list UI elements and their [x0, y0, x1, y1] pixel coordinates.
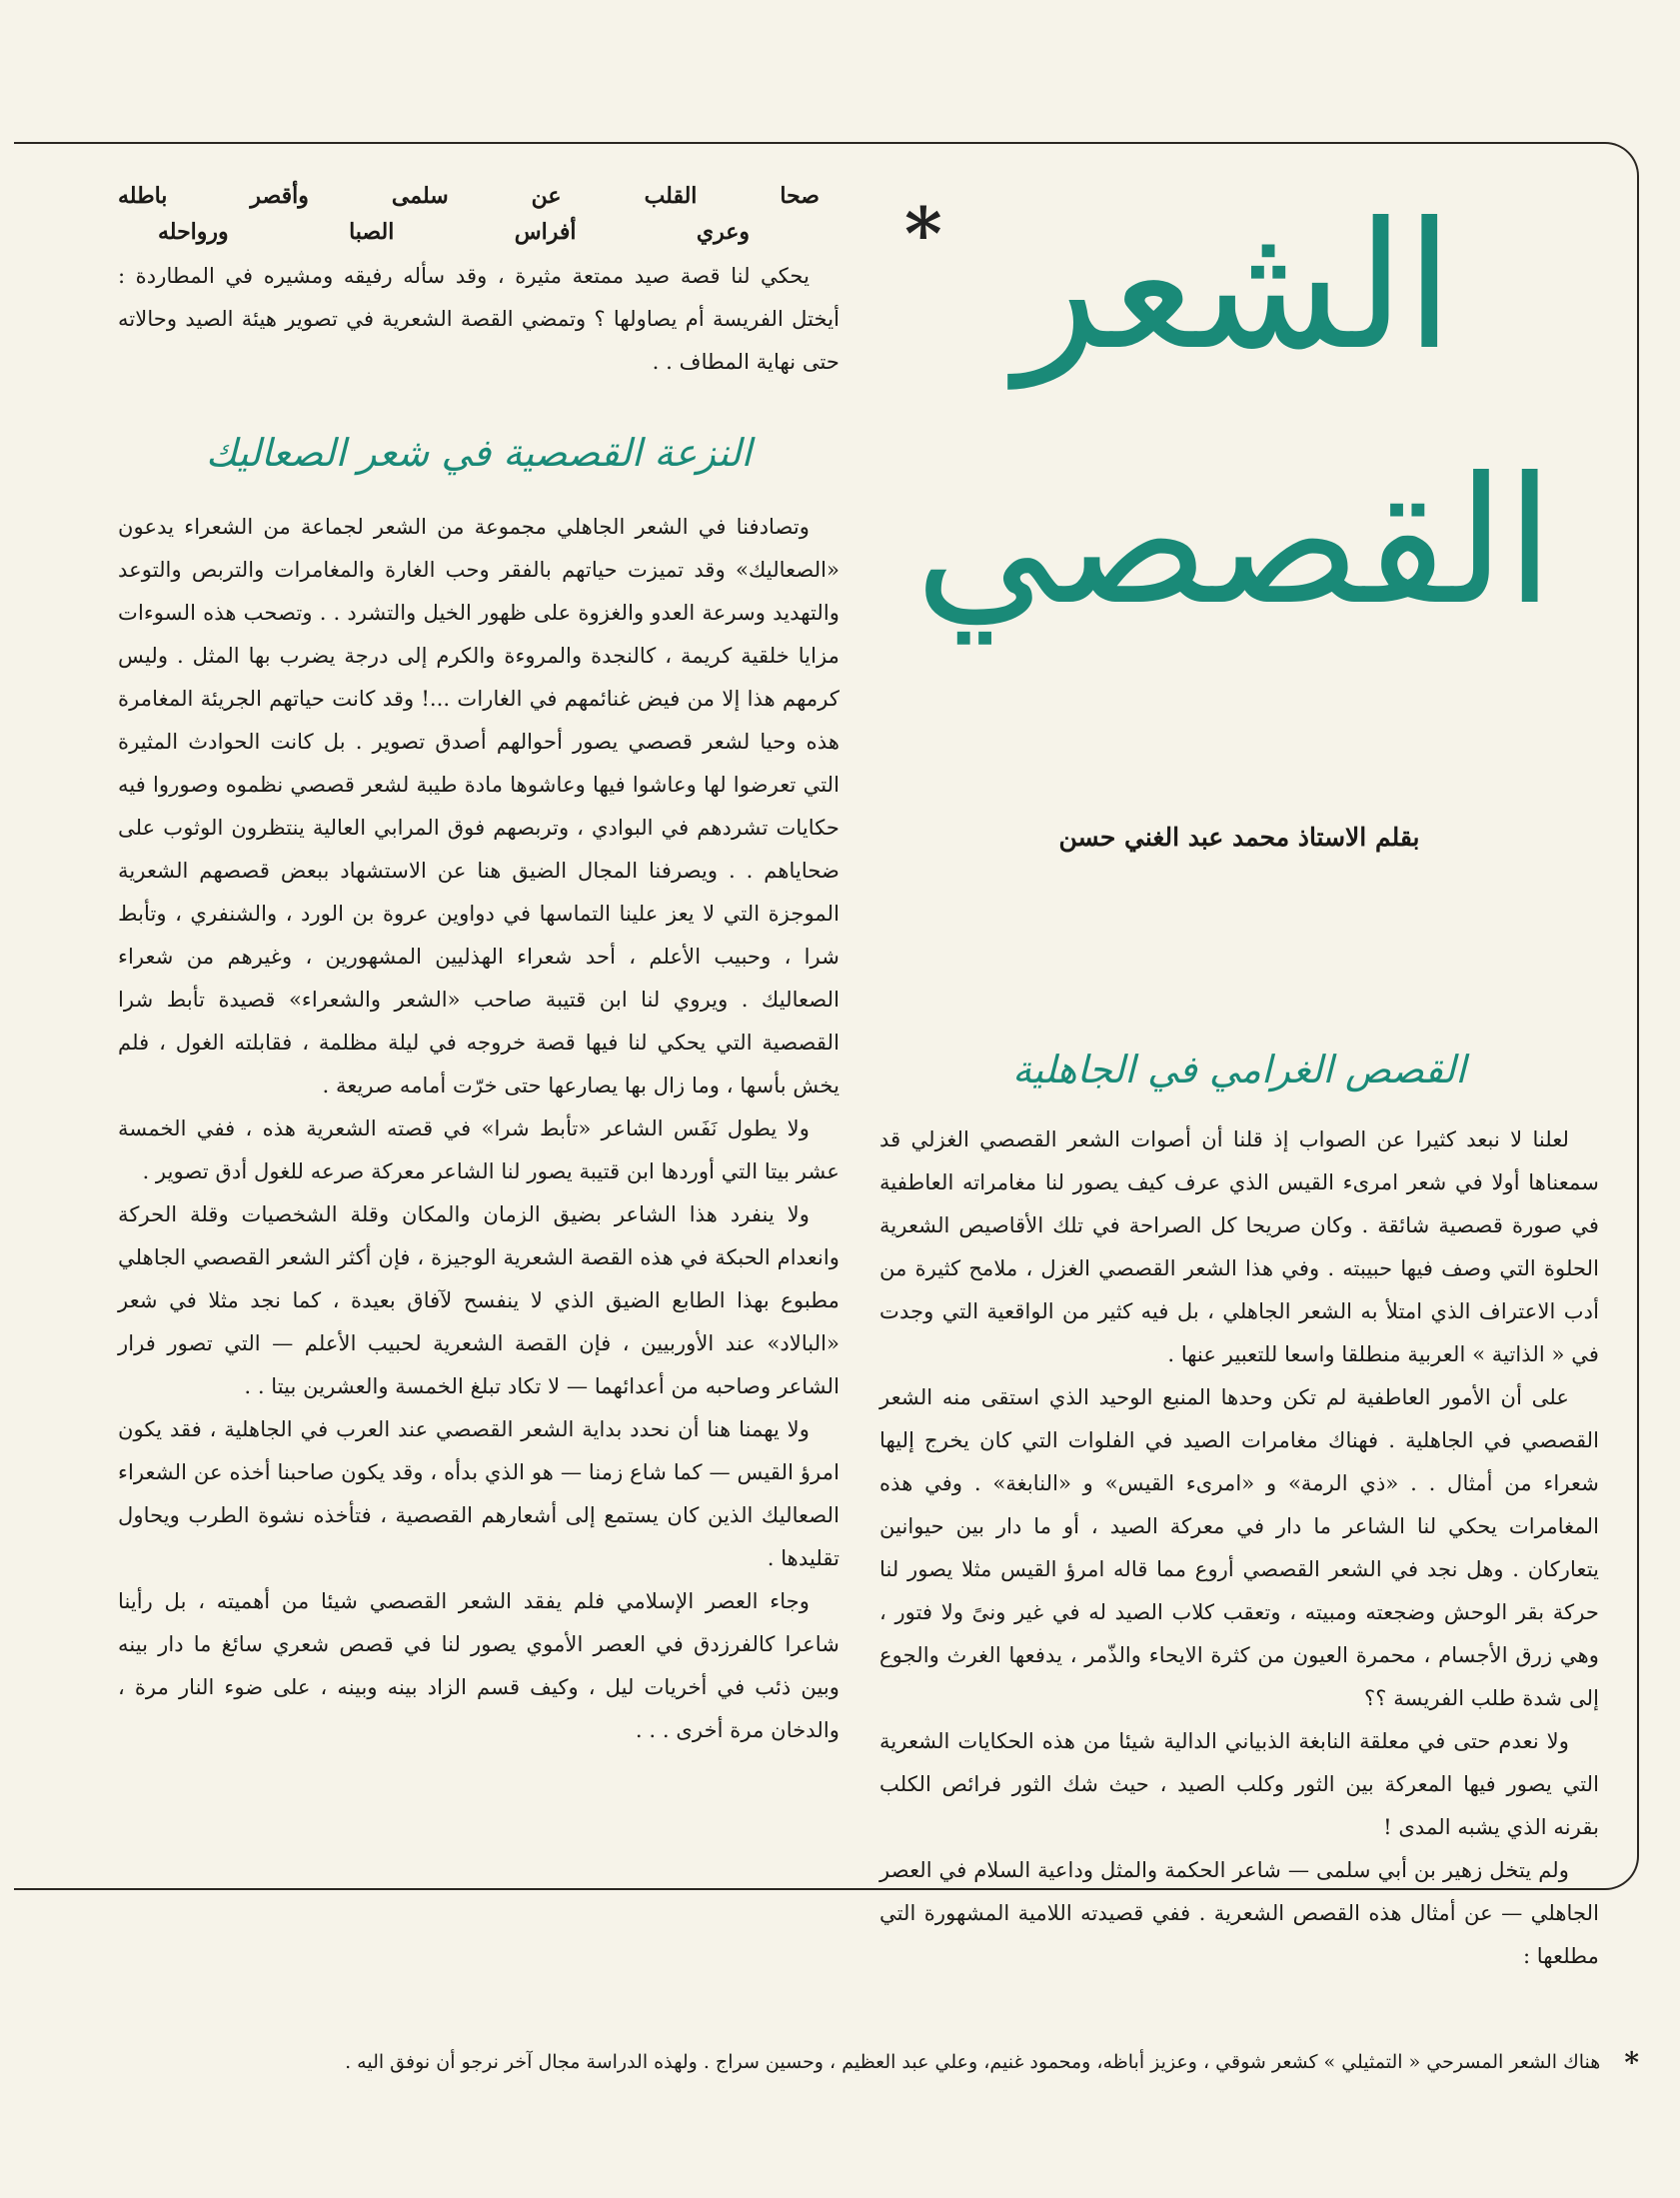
paragraph: ولا ينفرد هذا الشاعر بضيق الزمان والمكان وقلة الشخصيات وقلة الحركة وانعدام الحبكة في هذه القصة الشعرية الوجيزة ، فإن أكثر الشعر القصصي الجاهلي مطبوع بهذا الطابع الضيق الذي لا ينفسح لآفاق بعيدة ، كما نجد مثلا في شعر «البالاد» عند الأوربيين ، فإن القصة الشعرية لحبيب الأعلم — التي تصور فرار الشاعر وصاحبه من أعدائهما — لا تكاد تبلغ الخمسة والعشرين بيتا . . [118, 1201, 840, 1398]
paragraph: ولم يتخل زهير بن أبي سلمى — شاعر الحكمة والمثل وداعية السلام في العصر الجاهلي — عن أمثال هذه القصص الشعرية . ففي قصيدته اللامية المشهورة التي مطلعها : [879, 1857, 1599, 1968]
paragraph: وجاء العصر الإسلامي فلم يفقد الشعر القصصي شيئا من أهميته ، بل رأينا شاعرا كالفرزدق في العصر الأموي يصور لنا في قصص شعري سائغ ما دار بينه وبين ذئب في أخريات ليل ، وكيف قسم الزاد بينه وبينه ، على ضوء النار مرة ، والدخان مرة أخرى . . . [118, 1588, 840, 1742]
paragraph: وتصادفنا في الشعر الجاهلي مجموعة من الشعر لجماعة من الشعراء يدعون «الصعاليك» وقد تميزت حياتهم بالفقر وحب الغارة والمغامرات والتربص والتوعد والتهديد وسرعة العدو والغزوة على ظهور الخيل والتشرد . . وتصحب هذه السوءات مزايا خلقية كريمة ، كالنجدة والمروءة والكرم إلى درجة يضرب بها المثل . وليس كرمهم هذا إلا من فيض غنائمهم في الغارات ...! وقد كانت حياتهم الجريئة المغامرة هذه وحيا لشعر قصصي يصور أحوالهم أصدق تصوير . بل كانت الحوادث المثيرة التي تعرضوا لها وعاشوا فيها وعاشوها مادة طيبة لشعر قصصي نظموه وصوروا فيه حكايات تشردهم في البوادي ، وتربصهم فوق المرابي العالية ينتظرون الوثوب على ضحاياهم . . ويصرفنا المجال الضيق هنا عن الاستشهاد ببعض قصصهم الشعرية الموجزة التي لا يعز علينا التماسها في دواوين عروة بن الورد ، والشنفري ، وتأبط شرا ، وحبيب الأعلم ، أحد شعراء الهذليين المشهورين ، وغيرهم من شعراء الصعاليك . ويروي لنا ابن قتيبة صاحب «الشعر والشعراء» قصيدة تأبط شرا القصصية التي يحكي لنا فيها قصة خروجه في ليلة مظلمة ، فقابلته الغول ، فلم يخش بأسها ، وما زال بها يصارعها حتى خرّت أمامه صريعة . [118, 514, 840, 1098]
section-heading-romance: القصص الغرامي في الجاهلية [1012, 1048, 1466, 1092]
author-byline: بقلم الاستاذ محمد عبد الغني حسن [1058, 823, 1420, 852]
left-column [118, 178, 840, 1862]
paragraph: ولا نعدم حتى في معلقة النابغة الذبياني الدالية شيئا من هذه الحكايات الشعرية التي يصور فيها المعركة بين الثور وكلب الصيد ، حيث شك الثور فرائص الكلب بقرنه الذي يشبه المدى ! [879, 1728, 1599, 1839]
intro-paragraph: يحكي لنا قصة صيد ممتعة مثيرة ، وقد سأله رفيقه ومشيره في المطاردة : أيختل الفريسة أم يصاولها ؟ وتمضي القصة الشعرية في تصوير هيئة الصيد وحالاته حتى نهاية المطاف . . [118, 263, 840, 374]
paragraph: ولا يطول نَفَس الشاعر «تأبط شرا» في قصته الشعرية هذه ، ففي الخمسة عشر بيتا التي أوردها ابن قتيبة يصور لنا الشاعر معركة صرعه للغول أدق تصوير . [118, 1115, 840, 1183]
article-title [884, 180, 1584, 740]
verse-line-1: صحا القلب عن سلمى وأقصر باطله [118, 183, 820, 209]
title-word-2: القصصي [914, 441, 1554, 644]
section-heading-saalik: النزعة القصصية في شعر الصعاليك [205, 431, 753, 475]
verse-line-2: وعري أفراس الصبا ورواحله [158, 219, 750, 245]
paragraph: لعلنا لا نبعد كثيرا عن الصواب إذ قلنا أن أصوات الشعر القصصي الغزلي قد سمعناها أولا في شعر امرىء القيس الذي عرف كيف يصور لنا مغامراته العاطفية في صورة قصصية شائقة . وكان صريحا كل الصراحة في تلك الأقاصيص الشعرية الحلوة التي وصف فيها حبيبته . وفي هذا الشعر القصصي الغزل ، ملامح كثيرة من أدب الاعتراف الذي امتلأ به الشعر الجاهلي ، بل فيه كثير من الواقعية التي وجدت في « الذاتية » العربية منطلقا واسعا للتعبير عنها . [879, 1126, 1599, 1366]
opening-verse [118, 178, 840, 250]
paragraph: على أن الأمور العاطفية لم تكن وحدها المنبع الوحيد الذي استقى منه الشعر القصصي في الجاهلية . فهناك مغامرات الصيد في الفلوات التي كان يخرج إليها شعراء من أمثال . . «ذي الرمة» و «امرىء القيس» و «النابغة» . وفي هذه المغامرات يحكي لنا الشاعر ما دار في معركة الصيد ، أو ما دار بين حيوانين يتعاركان . وهل نجد في الشعر القصصي أروع مما قاله امرؤ القيس مثلا يصور لنا حركة بقر الوحش وضجعته ومبيته ، وتعقب كلاب الصيد له في غير ونىً ولا فتور ، وهي زرق الأجسام ، محمرة العيون من كثرة الايحاء والذّمر ، يدفعها الغرث والجوع إلى شدة طلب الفريسة ؟؟ [879, 1384, 1599, 1710]
footnote [100, 2047, 1639, 2078]
footnote-star: * [1624, 2046, 1639, 2079]
right-column [879, 1040, 1599, 1968]
title-word-1: الشعر [1014, 186, 1454, 389]
footnote-text: هناك الشعر المسرحي « التمثيلي » كشعر شوقي ، وعزيز أباظه، ومحمود غنيم، وعلي عبد العظيم ، وحسين سراج . ولهذه الدراسة مجال آخر نرجو أن نوفق اليه . [345, 2051, 1601, 2073]
paragraph: ولا يهمنا هنا أن نحدد بداية الشعر القصصي عند العرب في الجاهلية ، فقد يكون امرؤ القيس — كما شاع زمنا — هو الذي بدأه ، وقد يكون صاحبنا أخذه عن الشعراء الصعاليك الذين كان يستمع إلى أشعارهم القصصية ، فتأخذه نشوة الطرب ويحاول تقليدها . [118, 1416, 840, 1570]
footnote-marker-star: * [904, 191, 942, 276]
